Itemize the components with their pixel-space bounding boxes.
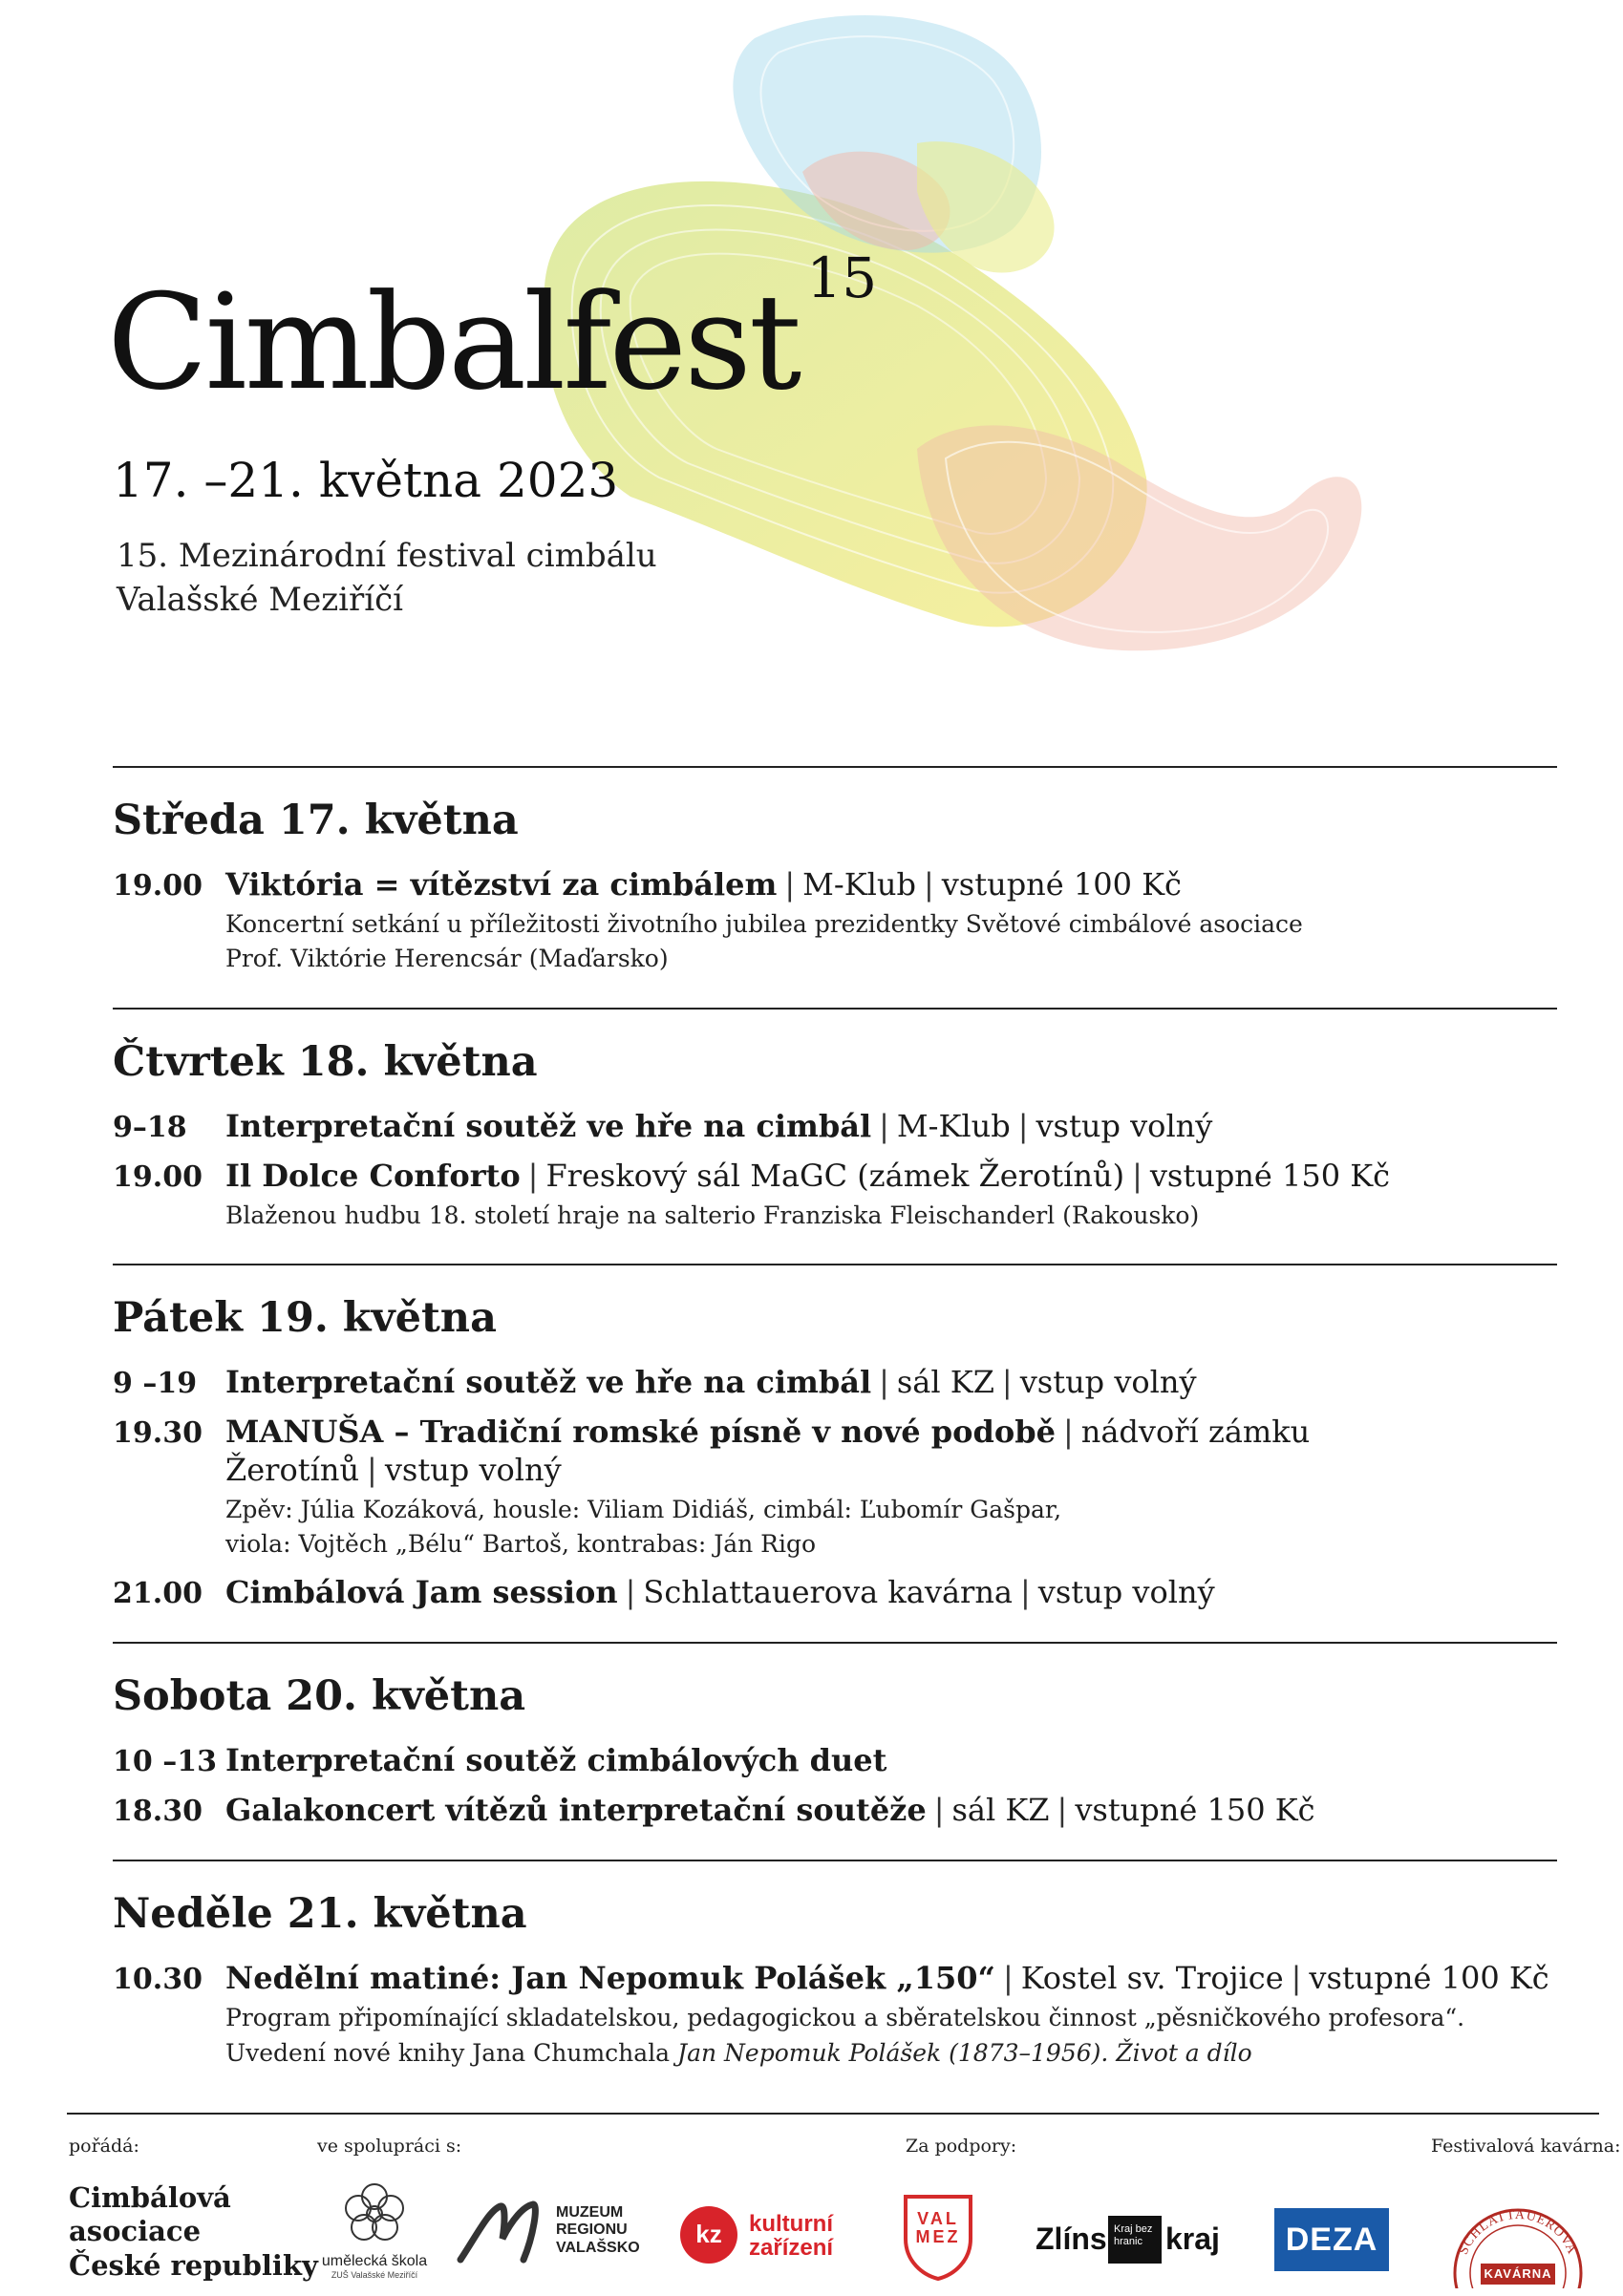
event-line xyxy=(225,1413,1557,1489)
festival-title xyxy=(107,245,878,419)
organizer-label: pořádá: xyxy=(69,2136,139,2157)
event-entry: vstup volný xyxy=(1036,1107,1213,1144)
event-body xyxy=(225,1413,1557,1563)
festival-name: Cimbalfest xyxy=(107,266,800,419)
event-title: Cimbálová Jam session xyxy=(225,1574,618,1611)
cafe-logo xyxy=(1446,2189,1590,2288)
day-heading: Čtvrtek 18. května xyxy=(113,1037,538,1086)
event-description xyxy=(225,2001,1557,2071)
zus-subname: ZUŠ Valašské Meziříčí xyxy=(331,2270,418,2280)
description-line xyxy=(225,2036,1557,2071)
event-title: Interpretační soutěž cimbálových duet xyxy=(225,1742,887,1779)
separator: | xyxy=(1001,1363,1013,1400)
event-row xyxy=(113,865,1557,977)
event-time: 19.00 xyxy=(113,1159,203,1194)
kz-line: zařízení xyxy=(749,2235,834,2262)
festival-subtitle xyxy=(117,535,657,623)
cafe-arc-text xyxy=(1457,2208,1579,2257)
event-venue: Schlattauerova kavárna xyxy=(643,1574,1013,1611)
event-row xyxy=(113,1107,1557,1145)
event-venue: Kostel sv. Trojice xyxy=(1020,1960,1284,1997)
event-time: 10.30 xyxy=(113,1963,203,1997)
event-line xyxy=(225,1741,1557,1779)
separator: | xyxy=(933,1792,945,1829)
day-section xyxy=(113,1265,1557,1645)
description-line: Koncertní setkání u příležitosti životního jubilea prezidentky Světové cimbálové asociace xyxy=(225,910,1303,938)
event-venue: sál KZ xyxy=(951,1792,1050,1829)
museum-name xyxy=(556,2204,640,2257)
event-time: 9–18 xyxy=(113,1110,187,1144)
kz-logo xyxy=(680,2206,852,2273)
event-line xyxy=(225,1573,1557,1611)
event-description xyxy=(225,1199,1557,1233)
event-description xyxy=(225,907,1557,977)
event-title: Il Dolce Conforto xyxy=(225,1157,521,1194)
event-title: MANUŠA – Tradiční romské písně v nové podobě xyxy=(225,1413,1056,1450)
organizer-line: České republiky xyxy=(69,2248,318,2282)
event-title: Interpretační soutěž ve hře na cimbál xyxy=(225,1107,872,1144)
event-row xyxy=(113,1741,1557,1779)
event-time: 19.30 xyxy=(113,1415,203,1450)
event-row xyxy=(113,1959,1557,2071)
event-entry: vstup volný xyxy=(1037,1574,1215,1611)
separator: | xyxy=(625,1574,636,1611)
event-body xyxy=(225,865,1557,977)
event-body xyxy=(225,1157,1557,1233)
event-row xyxy=(113,1573,1557,1611)
event-body xyxy=(225,1107,1557,1145)
separator: | xyxy=(1017,1107,1029,1144)
event-row xyxy=(113,1363,1557,1401)
event-venue: M-Klub xyxy=(896,1107,1011,1144)
cooperation-label: ve spolupráci s: xyxy=(317,2136,462,2157)
event-line xyxy=(225,1107,1557,1145)
event-row xyxy=(113,1413,1557,1563)
description-line: viola: Vojtěch „Bélu“ Bartoš, kontrabas: Ján Rigo xyxy=(225,1530,817,1558)
valmez-text: VALMEZ xyxy=(915,2209,961,2246)
book-intro: Uvedení nové knihy Jana Chumchala xyxy=(225,2038,678,2067)
separator: | xyxy=(879,1107,889,1144)
zlin-logo xyxy=(1036,2216,1236,2273)
zus-logo xyxy=(317,2179,432,2280)
event-row xyxy=(113,1791,1557,1829)
separator: | xyxy=(1291,1960,1302,1997)
separator: | xyxy=(1057,1792,1068,1829)
event-title: Nedělní matiné: Jan Nepomuk Polášek „150“ xyxy=(225,1960,995,1997)
kz-line: kulturní xyxy=(749,2211,833,2237)
organizer-line: Cimbálová xyxy=(69,2181,231,2214)
edition-number: 15 xyxy=(806,245,878,310)
cafe-band: KAVÁRNA xyxy=(1481,2264,1555,2285)
zlin-box-line: Kraj bez xyxy=(1114,2223,1153,2235)
event-time: 21.00 xyxy=(113,1577,203,1611)
organizer-line: asociace xyxy=(69,2215,202,2248)
day-heading: Pátek 19. května xyxy=(113,1293,497,1342)
book-title: Jan Nepomuk Polášek (1873–1956). Život a dílo xyxy=(677,2038,1252,2067)
separator: | xyxy=(527,1157,539,1194)
event-venue: Freskový sál MaGC (zámek Žerotínů) xyxy=(545,1157,1125,1194)
description-line: Blaženou hudbu 18. století hraje na salterio Franziska Fleischanderl (Rakousko) xyxy=(225,1201,1200,1229)
separator: | xyxy=(879,1363,889,1400)
day-section xyxy=(113,1644,1557,1861)
event-entry: vstup volný xyxy=(1019,1363,1197,1400)
event-line xyxy=(225,1959,1557,1997)
event-venue: sál KZ xyxy=(896,1363,994,1400)
day-heading: Středa 17. května xyxy=(113,797,519,844)
program xyxy=(113,766,1557,2101)
event-time: 18.30 xyxy=(113,1795,203,1829)
zus-name: umělecká škola xyxy=(321,2253,428,2269)
event-title: Viktória = vítězství za cimbálem xyxy=(225,866,778,903)
day-heading: Sobota 20. května xyxy=(113,1672,526,1721)
description-line: Zpěv: Júlia Kozáková, housle: Viliam Didiáš, cimbál: Ľubomír Gašpar, xyxy=(225,1495,1062,1523)
day-heading: Neděle 21. května xyxy=(113,1890,527,1939)
museum-line: VALAŠSKO xyxy=(556,2239,640,2256)
festival-dates: 17. –21. května 2023 xyxy=(113,453,619,508)
separator: | xyxy=(1132,1157,1143,1194)
museum-line: REGIONU xyxy=(556,2222,628,2239)
zlin-right-text: kraj xyxy=(1165,2222,1220,2256)
event-line xyxy=(225,1363,1557,1401)
muzeum-logo xyxy=(457,2193,648,2279)
event-time: 10 –13 xyxy=(113,1745,217,1779)
subtitle-line: 15. Mezinárodní festival cimbálu xyxy=(117,537,657,575)
description-line: Program připomínající skladatelskou, pedagogickou a sběratelskou činnost „pěsničkového profesora“. xyxy=(225,2004,1465,2032)
separator: | xyxy=(1020,1574,1031,1611)
event-line xyxy=(225,1791,1557,1829)
zlin-left-text: Zlíns xyxy=(1036,2222,1107,2256)
event-entry: vstupné 150 Kč xyxy=(1149,1157,1391,1194)
event-venue: M-Klub xyxy=(802,866,916,903)
event-line xyxy=(225,865,1557,904)
event-description xyxy=(225,1493,1557,1563)
event-title: Galakoncert vítězů interpretační soutěže xyxy=(225,1792,927,1829)
day-section xyxy=(113,1010,1557,1265)
event-entry: vstupné 150 Kč xyxy=(1075,1792,1315,1829)
deza-logo: DEZA xyxy=(1274,2208,1389,2271)
kz-mark: kz xyxy=(680,2206,737,2264)
event-body xyxy=(225,1363,1557,1401)
zlin-box xyxy=(1108,2216,1162,2264)
event-body xyxy=(225,1573,1557,1611)
event-title: Interpretační soutěž ve hře na cimbál xyxy=(225,1363,872,1400)
footer-rule xyxy=(67,2113,1599,2115)
separator: | xyxy=(784,866,796,903)
event-body xyxy=(225,1791,1557,1829)
event-entry: vstupné 100 Kč xyxy=(941,866,1182,903)
cafe-arc-path: SCHLATTAUEROVA xyxy=(1456,2207,1580,2258)
event-body xyxy=(225,1959,1557,2071)
event-entry: vstupné 100 Kč xyxy=(1309,1960,1549,1997)
event-row xyxy=(113,1157,1557,1233)
event-body xyxy=(225,1741,1557,1779)
support-label: Za podpory: xyxy=(906,2136,1017,2157)
valmez-logo xyxy=(902,2193,974,2281)
description-line: Prof. Viktórie Herencsár (Maďarsko) xyxy=(225,945,669,973)
separator: | xyxy=(1002,1960,1014,1997)
museum-line: MUZEUM xyxy=(556,2204,624,2221)
event-line xyxy=(225,1157,1557,1195)
event-time: 19.00 xyxy=(113,869,203,903)
separator: | xyxy=(1062,1413,1074,1450)
separator: | xyxy=(923,866,934,903)
cafe-label: Festivalová kavárna: xyxy=(1431,2136,1621,2157)
organizer-name xyxy=(69,2181,318,2283)
event-entry: vstup volný xyxy=(384,1451,562,1488)
zlin-box-line: hranic xyxy=(1114,2235,1143,2247)
separator: | xyxy=(367,1451,377,1488)
day-section xyxy=(113,1861,1557,2101)
event-time: 9 –19 xyxy=(113,1366,198,1400)
kz-name xyxy=(749,2212,833,2260)
flower-icon xyxy=(340,2179,409,2248)
museum-mark-icon xyxy=(457,2199,541,2265)
event-venue: nádvoří zámku Žerotínů xyxy=(225,1413,1311,1488)
subtitle-location: Valašské Meziříčí xyxy=(117,580,404,619)
day-section xyxy=(113,768,1557,1010)
